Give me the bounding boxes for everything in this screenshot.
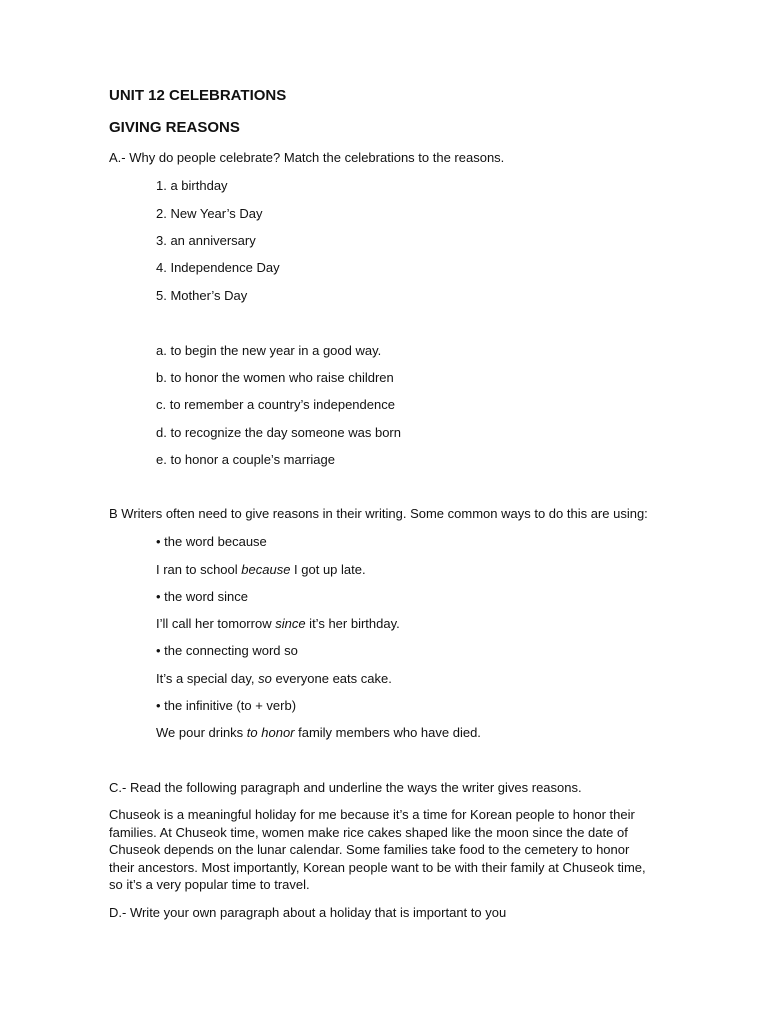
reason-item: c. to remember a country’s independence [156, 397, 395, 412]
example-sentence: We pour drinks to honor family members who have died. [156, 725, 481, 740]
reason-item: b. to honor the women who raise children [156, 370, 394, 385]
reason-item: a. to begin the new year in a good way. [156, 343, 382, 358]
reason-item: d. to recognize the day someone was born [156, 425, 401, 440]
reason-item: e. to honor a couple’s marriage [156, 452, 335, 467]
reason-method-label: • the word since [156, 589, 248, 604]
section-title: GIVING REASONS [109, 119, 240, 136]
celebration-item: 1. a birthday [156, 178, 228, 193]
reason-method-label: • the word because [156, 534, 267, 549]
celebration-item: 4. Independence Day [156, 260, 280, 275]
part-d-instruction: D.- Write your own paragraph about a holiday that is important to you [109, 905, 507, 920]
part-a-instruction: A.- Why do people celebrate? Match the celebrations to the reasons. [109, 150, 505, 165]
example-sentence: It’s a special day, so everyone eats cake. [156, 671, 392, 686]
reason-method-label: • the infinitive (to + verb) [156, 698, 297, 713]
celebration-item: 2. New Year’s Day [156, 206, 263, 221]
chuseok-paragraph: Chuseok is a meaningful holiday for me because it’s a time for Korean people to honor their families. At Chuseok time, women make rice cakes shaped like the moon since the date of Chuseok depends on the lunar calendar. Some families take food to the cemetery to honor their ancestors. Most importantly, Korean people want to be with their family at Chuseok time, so it’s a very popular time to travel. [109, 807, 646, 892]
celebration-item: 5. Mother’s Day [156, 288, 248, 303]
example-sentence: I ran to school because I got up late. [156, 562, 366, 577]
celebration-item: 3. an anniversary [156, 233, 256, 248]
part-c-instruction: C.- Read the following paragraph and underline the ways the writer gives reasons. [109, 780, 582, 795]
part-b-instruction: B Writers often need to give reasons in their writing. Some common ways to do this are using: [109, 506, 648, 521]
reason-method-label: • the connecting word so [156, 643, 298, 658]
unit-title: UNIT 12 CELEBRATIONS [109, 87, 287, 104]
example-sentence: I’ll call her tomorrow since it’s her birthday. [156, 616, 400, 631]
